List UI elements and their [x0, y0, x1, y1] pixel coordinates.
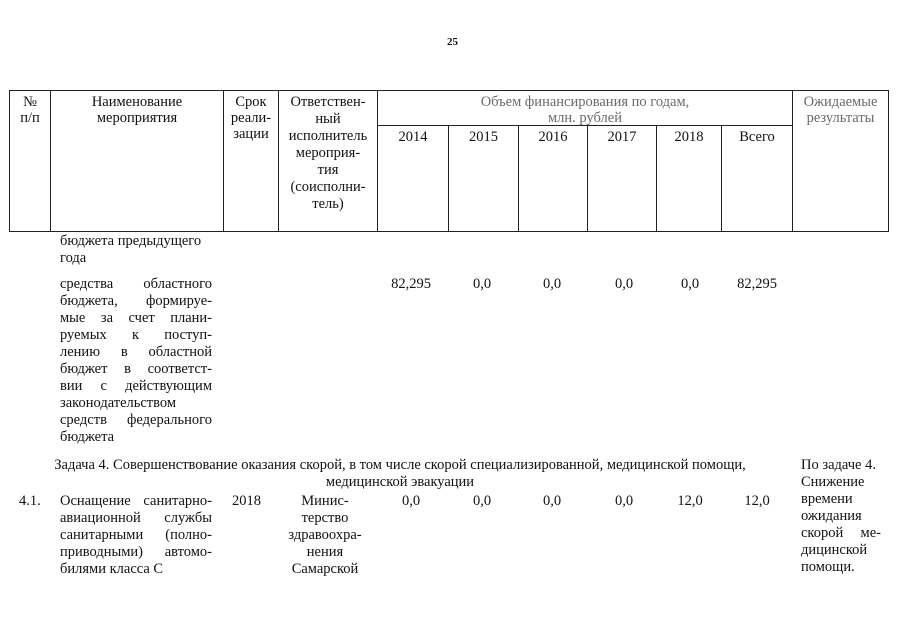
header-text: ный — [315, 111, 341, 127]
text-line: бюджет в соответст- — [60, 361, 212, 377]
header-total: Всего — [722, 126, 793, 232]
task4-title — [10, 457, 790, 491]
text-line: бюджета — [60, 429, 115, 445]
text-line: Минис- — [301, 493, 349, 509]
header-text: № — [23, 94, 37, 110]
header-text: мероприя- — [295, 145, 361, 161]
text-line: лению в областной — [60, 344, 212, 360]
header-year-2014: 2014 — [378, 126, 449, 232]
text-line: скорой ме- — [801, 525, 881, 541]
text-line: Оснащение санитарно- — [60, 493, 212, 509]
row-4-1-value-2015: 0,0 — [472, 493, 492, 509]
text-line: руемых к поступ- — [60, 327, 212, 343]
regional-value-2016: 0,0 — [542, 276, 562, 292]
header-year-2018: 2018 — [657, 126, 722, 232]
header-year-2015: 2015 — [449, 126, 519, 232]
header-finance-group — [378, 91, 793, 126]
row-4-1-value-2014: 0,0 — [401, 493, 421, 509]
text-line: билями класса С — [60, 561, 164, 577]
header-text: Ожидаемые — [803, 94, 878, 110]
task4-result — [801, 457, 881, 576]
text-line: средств федерального — [60, 412, 212, 428]
row-4-1-value-2017: 0,0 — [614, 493, 634, 509]
regional-value-2018: 0,0 — [680, 276, 700, 292]
text-line: законодательством — [60, 395, 177, 411]
regional-budget-name — [60, 276, 212, 446]
table-header — [9, 90, 889, 232]
continuation-text — [60, 233, 220, 267]
header-text: (соисполни- — [290, 179, 366, 195]
text-line: времени — [801, 491, 853, 507]
text-line: По задаче 4. — [801, 457, 876, 473]
text-line: медицинской эвакуации — [325, 474, 475, 490]
header-text: п/п — [20, 110, 40, 126]
text-line: ожидания — [801, 508, 862, 524]
header-name-column — [51, 91, 224, 232]
text-line: бюджета, формируе- — [60, 293, 212, 309]
header-text: тель) — [312, 196, 344, 212]
header-text: тия — [317, 162, 339, 178]
row-4-1-number: 4.1. — [19, 493, 41, 509]
text-line: бюджета предыдущего — [60, 233, 202, 249]
header-text: результаты — [806, 110, 875, 126]
header-text: млн. рублей — [548, 110, 622, 126]
header-result-column — [793, 91, 889, 232]
text-line: помощи. — [801, 559, 855, 575]
text-line: средства областного — [60, 276, 212, 292]
regional-value-2014: 82,295 — [391, 276, 431, 292]
header-text: Наименование — [91, 94, 183, 110]
row-4-1-value-2018: 12,0 — [677, 493, 703, 509]
text-line: авиационной службы — [60, 510, 212, 526]
text-line: нения — [306, 544, 344, 560]
regional-value-2015: 0,0 — [472, 276, 492, 292]
page-number: 25 — [447, 36, 458, 48]
text-line: дицинской — [801, 542, 868, 558]
text-line: терство — [301, 510, 349, 526]
header-text: Объем финансирования по годам, — [480, 94, 690, 110]
header-text: Ответствен- — [290, 94, 366, 110]
header-text: реали- — [230, 110, 272, 126]
text-line: здравоохра- — [288, 527, 362, 543]
header-number-column — [10, 91, 51, 232]
header-text: Срок — [235, 94, 267, 110]
row-4-1-value-2016: 0,0 — [542, 493, 562, 509]
header-term-column — [224, 91, 279, 232]
header-text: исполнитель — [288, 128, 368, 144]
row-4-1-responsible — [276, 493, 374, 578]
header-text: зации — [233, 126, 269, 142]
header-responsible-column — [279, 91, 378, 232]
text-line: приводными) автомо- — [60, 544, 212, 560]
header-year-2016: 2016 — [519, 126, 588, 232]
text-line: года — [60, 250, 87, 266]
text-line: Самарской — [291, 561, 359, 577]
row-4-1-value-total: 12,0 — [744, 493, 770, 509]
text-line: санитарными (полно- — [60, 527, 212, 543]
text-line: вии с действующим — [60, 378, 212, 394]
text-line: Снижение — [801, 474, 865, 490]
text-line: Задача 4. Совершенствование оказания скорой, в том числе скорой специализированной, медицинской помощи, — [54, 457, 746, 473]
regional-value-total: 82,295 — [737, 276, 777, 292]
row-4-1-term: 2018 — [232, 493, 261, 509]
regional-value-2017: 0,0 — [614, 276, 634, 292]
header-year-2017: 2017 — [588, 126, 657, 232]
row-4-1-name — [60, 493, 212, 578]
text-line: мые за счет плани- — [60, 310, 212, 326]
header-text: мероприятия — [96, 110, 178, 126]
